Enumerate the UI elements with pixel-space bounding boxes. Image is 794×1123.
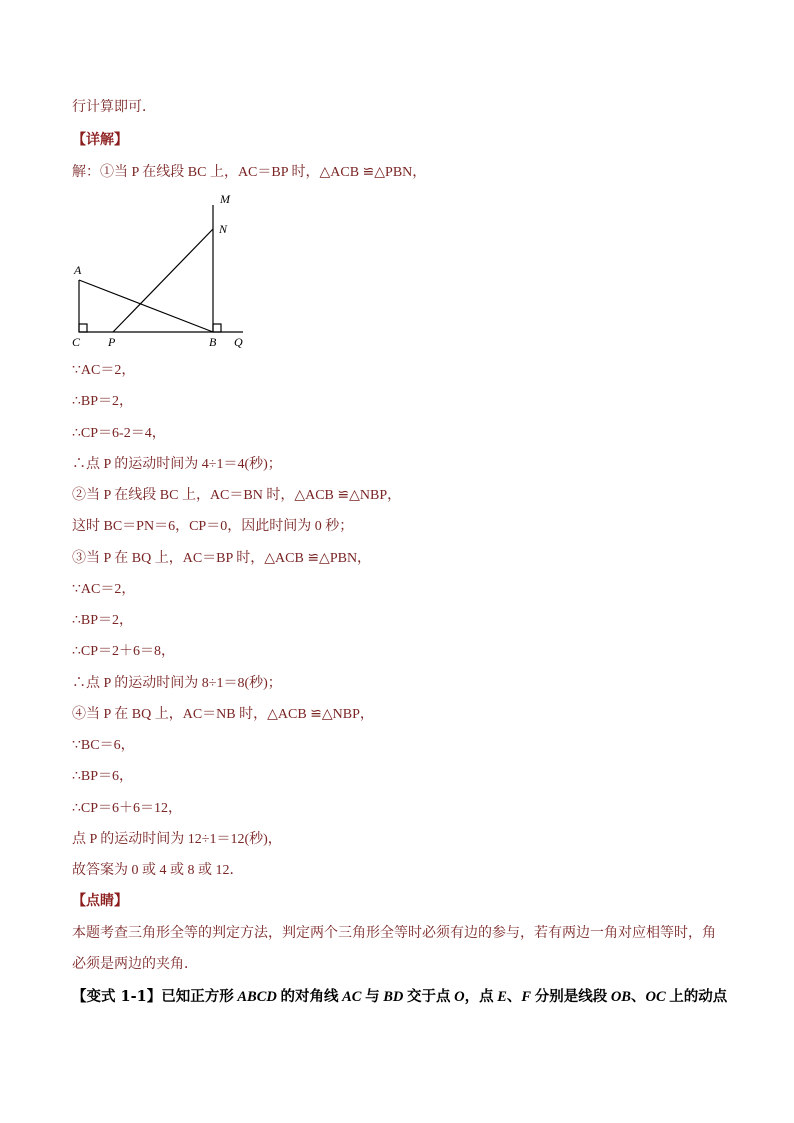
solution-line: ∴CP＝2＋6＝8，: [72, 644, 176, 660]
variant-text: 交于点: [403, 989, 455, 1005]
label-n: N: [219, 222, 228, 236]
solution-line: ∴CP＝6-2＝4，: [72, 425, 166, 441]
tip-heading: 【点睛】: [72, 894, 128, 910]
solution-line: ∵AC＝2，: [72, 363, 136, 378]
label-b: B: [209, 335, 217, 349]
solution-line: 这时 BC＝PN＝6，CP＝0，因此时间为 0 秒；: [72, 519, 354, 535]
variant-math: OB: [610, 989, 631, 1005]
variant-math: ABCD: [237, 989, 277, 1005]
solution-line: ∴CP＝6＋6＝12，: [72, 800, 183, 816]
label-p: P: [108, 335, 116, 349]
solution-line: 点 P 的运动时间为 12÷1＝12(秒)，: [72, 831, 282, 847]
solution-line: ∴BP＝6，: [72, 769, 134, 785]
solution-line: ③当 P 在 BQ 上，AC＝BP 时，△ACB ≌△PBN，: [72, 550, 372, 566]
label-q: Q: [234, 335, 243, 349]
solution-line: ∵AC＝2，: [72, 581, 136, 597]
intro-line: 行计算即可．: [72, 100, 156, 115]
variant-math: F: [521, 989, 532, 1005]
variant-math: OC: [645, 989, 666, 1005]
tip-line: 必须是两边的夹角．: [72, 956, 198, 972]
variant-text: ，点: [464, 989, 498, 1005]
segment-ab: [79, 280, 213, 332]
variant-text: 分别是线段: [531, 989, 611, 1005]
solution-line: ∴BP＝2，: [72, 613, 134, 628]
solution-line: ∵BC＝6，: [72, 738, 135, 753]
solution-line: ②当 P 在线段 BC 上，AC＝BN 时，△ACB ≌△NBP，: [72, 488, 402, 503]
variant-text: 、: [506, 989, 522, 1005]
variant-math: E: [497, 989, 507, 1005]
variant-text: 与: [361, 989, 384, 1005]
variant-tag: 【变式 1-1】: [72, 988, 162, 1005]
label-m: M: [220, 192, 230, 206]
right-angle-mark-c: [79, 324, 87, 332]
variant-text: 、: [630, 989, 646, 1005]
variant-text: 已知正方形: [161, 989, 238, 1005]
variant-math: O: [454, 989, 465, 1005]
geometry-diagram: [70, 190, 260, 355]
solution-block: [72, 355, 752, 1011]
solution-line: ∴BP＝2，: [72, 394, 134, 410]
variant-question-line: [72, 983, 752, 1011]
variant-math: AC: [342, 989, 362, 1005]
answer-line: 故答案为 0 或 4 或 8 或 12．: [72, 863, 244, 878]
detail-heading: 【详解】: [72, 132, 128, 148]
solution-first-line: 解：①当 P 在线段 BC 上，AC＝BP 时，△ACB ≌△PBN，: [72, 165, 427, 180]
solution-line: ④当 P 在 BQ 上，AC＝NB 时，△ACB ≌△NBP，: [72, 706, 374, 722]
segment-pn: [113, 229, 213, 332]
label-a: A: [74, 263, 82, 277]
intro-block: [72, 92, 752, 190]
variant-math: BD: [383, 989, 404, 1005]
label-c: C: [72, 335, 81, 349]
variant-text: 上的动点: [665, 989, 728, 1005]
solution-line: ∴点 P 的运动时间为 4÷1＝4(秒)；: [72, 456, 282, 472]
right-angle-mark-b: [213, 324, 221, 332]
tip-line: 本题考查三角形全等的判定方法，判定两个三角形全等时必须有边的参与，若有两边一角对应相等时，角: [72, 925, 716, 941]
solution-line: ∴点 P 的运动时间为 8÷1＝8(秒)；: [72, 675, 282, 691]
variant-text: 的对角线: [276, 989, 343, 1005]
